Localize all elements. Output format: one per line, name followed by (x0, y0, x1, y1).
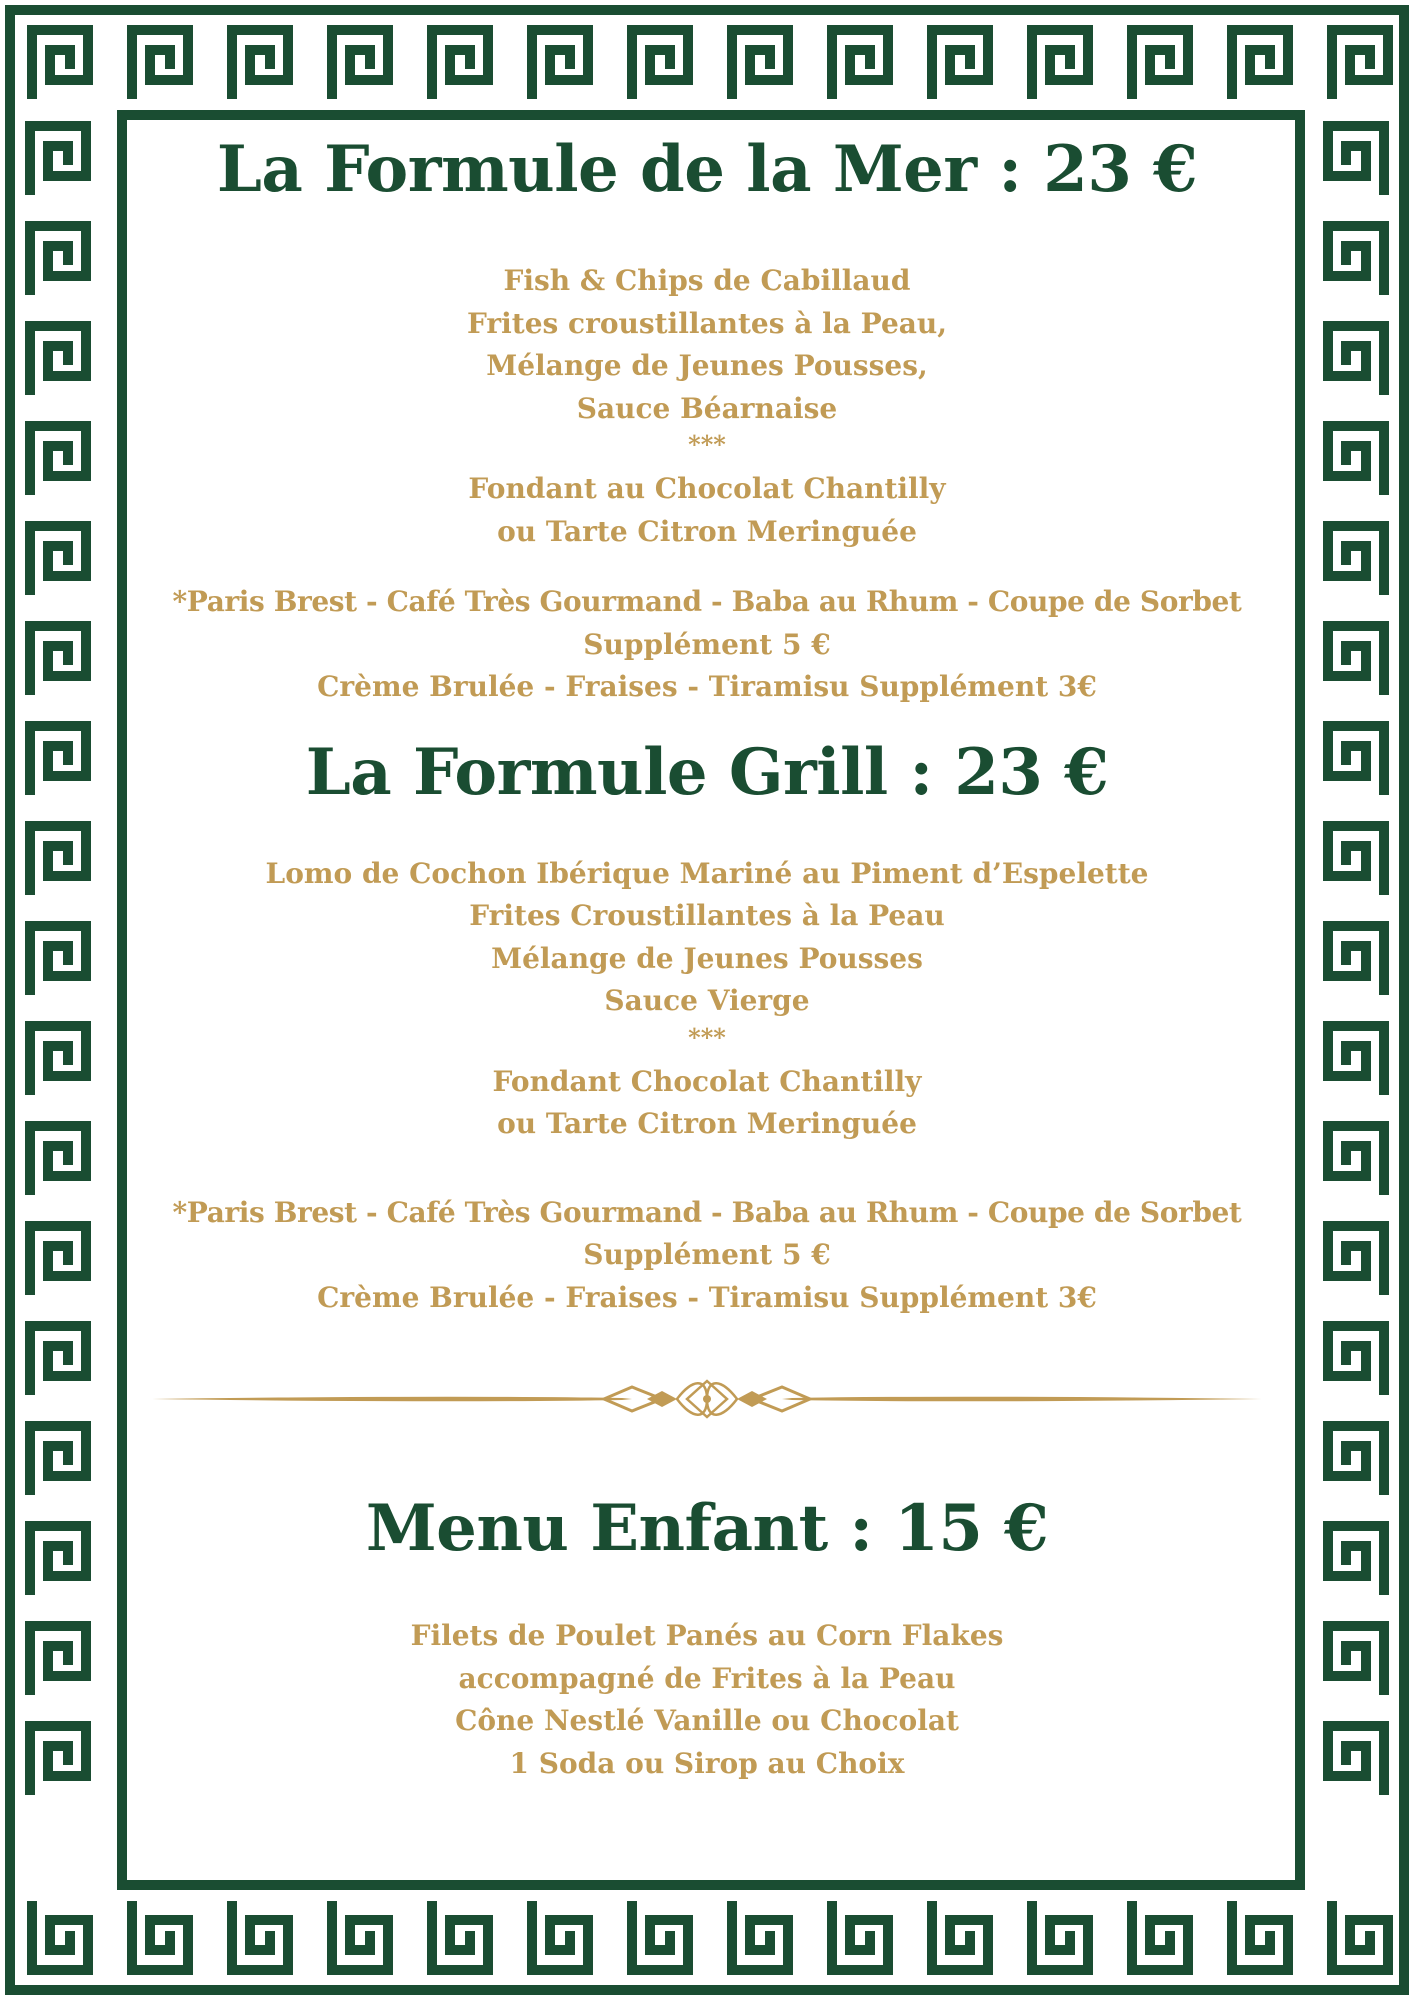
meander-unit (1032, 30, 1088, 94)
meander-unit (30, 626, 86, 690)
meander-unit (30, 826, 86, 890)
meander-unit (30, 1726, 86, 1790)
meander-unit (1328, 1226, 1384, 1290)
meander-unit (30, 1226, 86, 1290)
meander-unit (1328, 626, 1384, 690)
meander-unit (1132, 30, 1188, 94)
formule-mer-supplements (130, 581, 1284, 709)
meander-unit (1328, 526, 1384, 590)
meander-unit (332, 1906, 388, 1970)
meander-unit (32, 30, 88, 94)
meander-unit (932, 1906, 988, 1970)
menu-line: Fondant au Chocolat Chantilly (468, 472, 946, 505)
meander-unit (1328, 1326, 1384, 1390)
meander-unit (1328, 926, 1384, 990)
menu-enfant-main (130, 1615, 1284, 1785)
menu-line: Frites Croustillantes à la Peau (469, 899, 945, 932)
meander-unit (432, 30, 488, 94)
section-title-menu-enfant: Menu Enfant : 15 € (365, 1491, 1049, 1566)
menu-line: Filets de Poulet Panés au Corn Flakes (410, 1619, 1004, 1652)
meander-unit (30, 1426, 86, 1490)
menu-line: Sauce Béarnaise (576, 391, 838, 425)
menu-line: Supplément 5 € (583, 627, 831, 661)
meander-unit (1328, 1426, 1384, 1490)
separator: *** (688, 1022, 726, 1052)
meander-unit (432, 1906, 488, 1970)
menu-line: Lomo de Cochon Ibérique Mariné au Piment d’Espelette (265, 856, 1149, 890)
meander-unit (1328, 826, 1384, 890)
section-title-formule-grill: La Formule Grill : 23 € (305, 734, 1109, 810)
meander-unit (30, 126, 86, 190)
meander-unit (532, 1906, 588, 1970)
menu-line: Crème Brulée - Fraises - Tiramisu Supplément 3€ (317, 670, 1097, 703)
meander-unit (332, 30, 388, 94)
meander-unit (30, 426, 86, 490)
meander-unit (30, 1326, 86, 1390)
meander-unit (30, 1126, 86, 1190)
meander-unit (1328, 126, 1384, 190)
menu-content (130, 118, 1284, 1878)
meander-unit (1328, 726, 1384, 790)
formule-grill-dessert (130, 1061, 1284, 1146)
meander-unit (1232, 30, 1288, 94)
meander-unit (1232, 1906, 1288, 1970)
menu-line: Supplément 5 € (583, 1238, 831, 1271)
meander-unit (30, 1526, 86, 1590)
menu-line: Fish & Chips de Cabillaud (503, 264, 911, 297)
meander-unit (732, 30, 788, 94)
meander-unit (1328, 226, 1384, 290)
menu-line: *Paris Brest - Café Très Gourmand - Baba au Rhum - Coupe de Sorbet (172, 1195, 1242, 1229)
meander-unit (632, 1906, 688, 1970)
menu-line: ou Tarte Citron Meringuée (497, 1107, 917, 1140)
menu-line: Crème Brulée - Fraises - Tiramisu Supplément 3€ (317, 1280, 1097, 1314)
meander-unit (1132, 1906, 1188, 1970)
meander-unit (132, 30, 188, 94)
meander-unit (732, 1906, 788, 1970)
meander-unit (1328, 1126, 1384, 1190)
menu-line: accompagné de Frites à la Peau (458, 1661, 956, 1695)
meander-unit (832, 1906, 888, 1970)
meander-unit (132, 1906, 188, 1970)
meander-unit (30, 326, 86, 390)
meander-unit (30, 726, 86, 790)
meander-unit (932, 30, 988, 94)
meander-unit (1332, 30, 1388, 94)
meander-unit (30, 926, 86, 990)
section-title-formule-mer: La Formule de la Mer : 23 € (216, 132, 1198, 207)
meander-unit (1328, 1626, 1384, 1690)
ornament-divider (142, 1369, 1272, 1429)
formule-grill-supplements (130, 1192, 1284, 1320)
formule-mer-main (130, 260, 1284, 430)
menu-line: 1 Soda ou Sirop au Choix (509, 1746, 905, 1780)
meander-unit (30, 1626, 86, 1690)
meander-unit (1332, 1906, 1388, 1970)
meander-unit (832, 30, 888, 94)
meander-unit (1328, 1026, 1384, 1090)
meander-unit (1328, 326, 1384, 390)
meander-unit (1328, 426, 1384, 490)
separator: *** (688, 430, 726, 459)
menu-line: Sauce Vierge (604, 984, 810, 1017)
meander-unit (30, 1026, 86, 1090)
menu-line: Mélange de Jeunes Pousses, (486, 349, 928, 382)
meander-unit (30, 226, 86, 290)
formule-mer-dessert (130, 468, 1284, 553)
meander-unit (32, 1906, 88, 1970)
meander-unit (30, 526, 86, 590)
formule-grill-main (130, 853, 1284, 1023)
menu-line: *Paris Brest - Café Très Gourmand - Baba au Rhum - Coupe de Sorbet (172, 585, 1242, 618)
menu-line: Mélange de Jeunes Pousses (491, 941, 923, 975)
menu-line: Cône Nestlé Vanille ou Chocolat (455, 1704, 959, 1737)
meander-unit (1328, 1726, 1384, 1790)
meander-unit (1032, 1906, 1088, 1970)
menu-line: Frites croustillantes à la Peau, (466, 306, 948, 340)
meander-unit (232, 30, 288, 94)
meander-unit (532, 30, 588, 94)
meander-unit (632, 30, 688, 94)
menu-line: ou Tarte Citron Meringuée (497, 514, 917, 548)
meander-unit (232, 1906, 288, 1970)
meander-unit (1328, 1526, 1384, 1590)
menu-line: Fondant Chocolat Chantilly (492, 1064, 922, 1098)
